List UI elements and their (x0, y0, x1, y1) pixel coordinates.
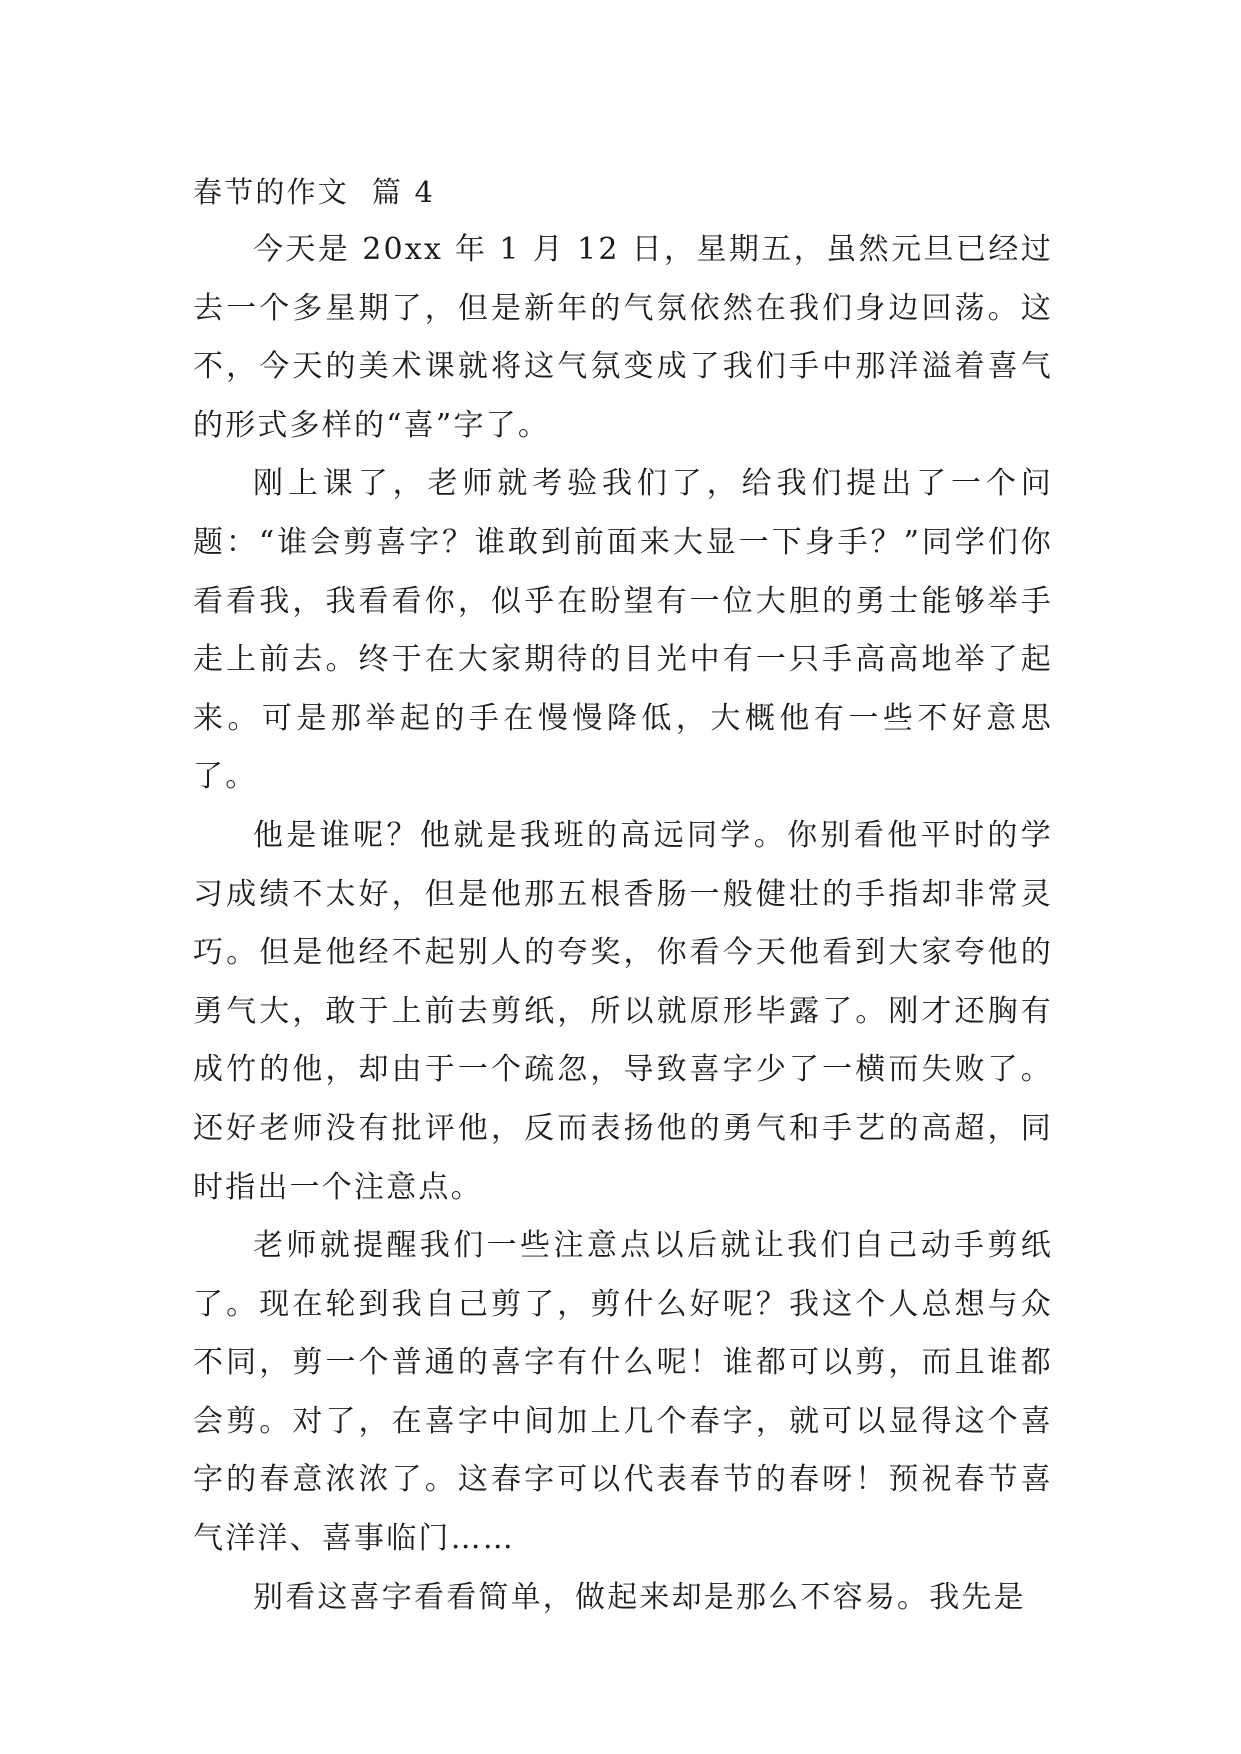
paragraph-5: 别看这喜字看看简单，做起来却是那么不容易。我先是 (253, 1579, 1026, 1615)
essay-title: 春节的作文 篇 4 (193, 175, 436, 209)
document-body (193, 163, 1053, 1627)
paragraph-3: 他是谁呢？他就是我班的高远同学。你别看他平时的学习成绩不太好，但是他那五根香肠一般健壮的手指却非常灵巧。但是他经不起别人的夸奖，你看今天他看到大家夸他的勇气大，敢于上前去剪纸，所以就原形毕露了。刚才还胸有成竹的他，却由于一个疏忽，导致喜字少了一横而失败了。还好老师没有批评他，反而表扬他的勇气和手艺的高超，同时指出一个注意点。 (193, 817, 1053, 1205)
paragraph-2: 刚上课了，老师就考验我们了，给我们提出了一个问题：“谁会剪喜字？谁敢到前面来大显一下身手？”同学们你看看我，我看看你，似乎在盼望有一位大胆的勇士能够举手走上前去。终于在大家期待的目光中有一只手高高地举了起来。可是那举起的手在慢慢降低，大概他有一些不好意思了。 (193, 466, 1053, 795)
paragraph-1: 今天是 20xx 年 1 月 12 日，星期五，虽然元旦已经过去一个多星期了，但是新年的气氛依然在我们身边回荡。这不，今天的美术课就将这气氛变成了我们手中那洋溢着喜气的形式多样的“喜”字了。 (193, 232, 1053, 443)
paragraph-4: 老师就提醒我们一些注意点以后就让我们自己动手剪纸了。现在轮到我自己剪了，剪什么好呢？我这个人总想与众不同，剪一个普通的喜字有什么呢！谁都可以剪，而且谁都会剪。对了，在喜字中间加上几个春字，就可以显得这个喜字的春意浓浓了。这春字可以代表春节的春呀！预祝春节喜气洋洋、喜事临门…… (193, 1228, 1053, 1557)
